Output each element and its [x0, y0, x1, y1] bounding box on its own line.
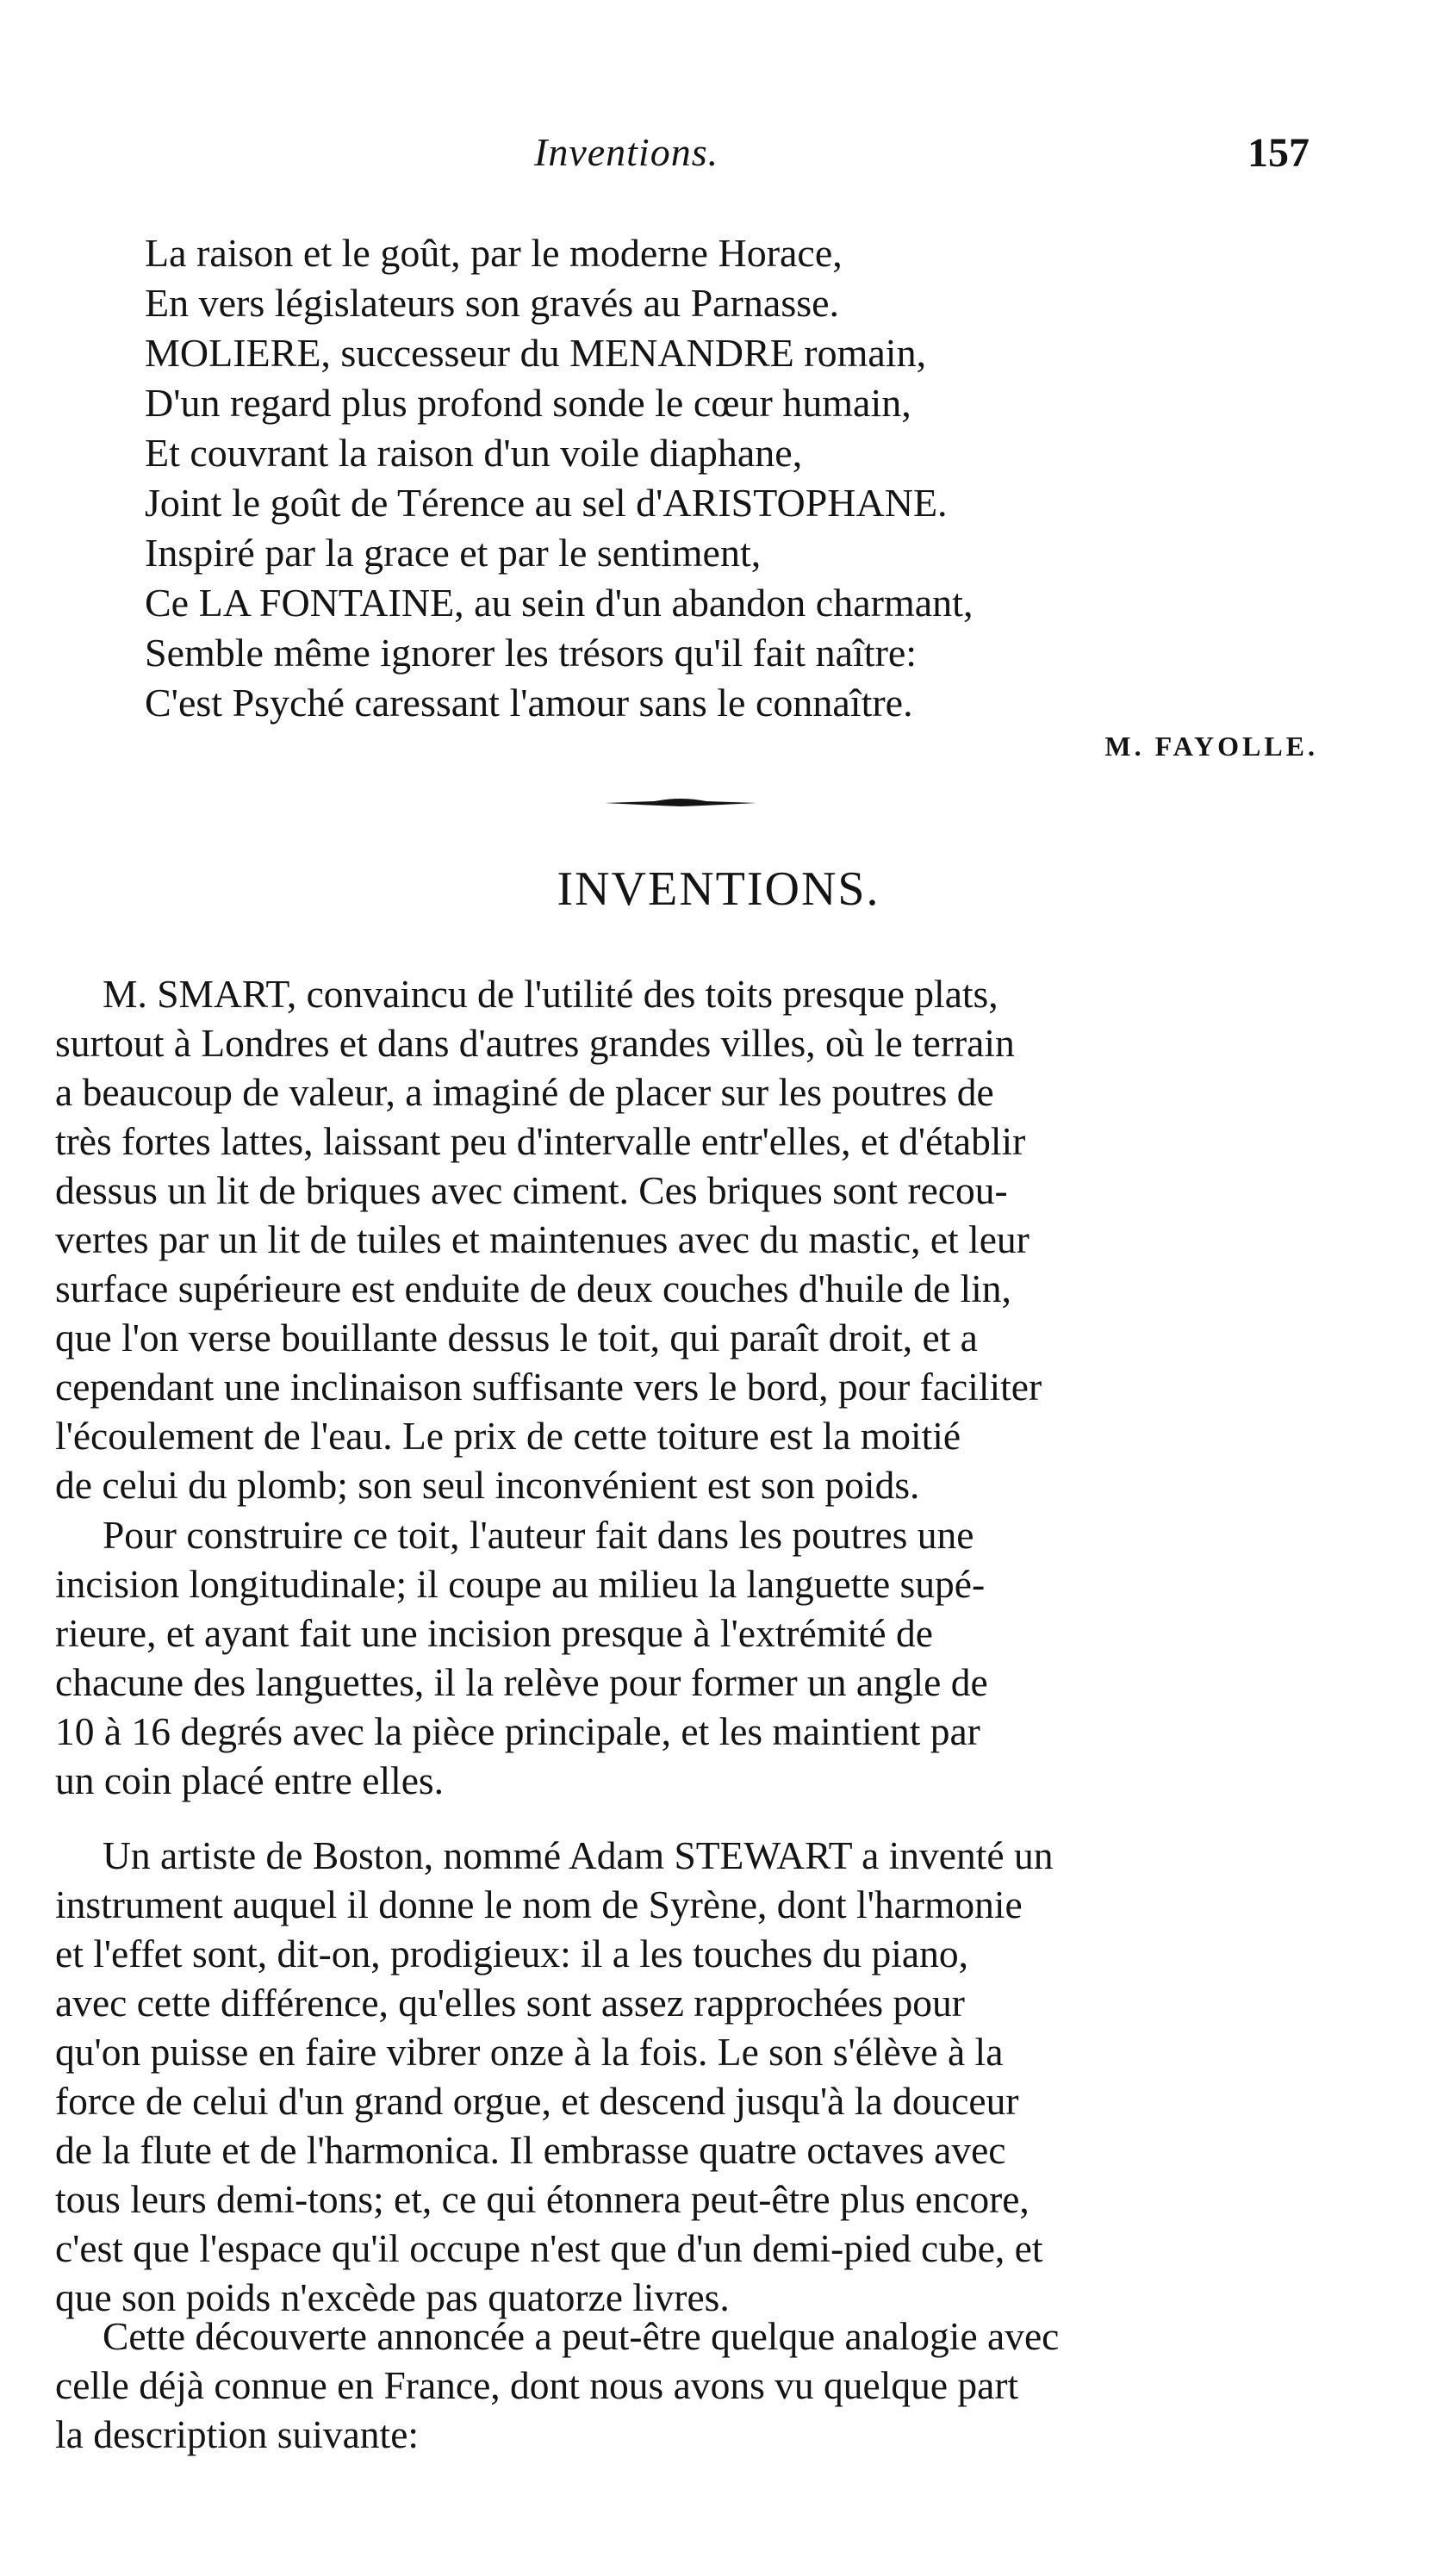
text-line: c'est que l'espace qu'il occupe n'est que d'un demi-pied cube, et: [55, 2226, 1043, 2270]
text-line: vertes par un lit de tuiles et maintenues avec du mastic, et leur: [55, 1217, 1030, 1261]
poem-line: La raison et le goût, par le moderne Horace,: [145, 231, 843, 275]
text-line: rieure, et ayant fait une incision presque à l'extrémité de: [55, 1611, 933, 1655]
poem-line: Semble même ignorer les trésors qu'il fait naître:: [145, 631, 918, 675]
text-line: avec cette différence, qu'elles sont assez rapprochées pour: [55, 1981, 965, 2025]
text-line: l'écoulement de l'eau. Le prix de cette toiture est la moitié: [55, 1414, 961, 1458]
poem-line: Et couvrant la raison d'un voile diaphane,: [145, 431, 803, 475]
text-line: Pour construire ce toit, l'auteur fait dans les poutres une: [103, 1513, 974, 1557]
poem-attribution: M. FAYOLLE.: [1104, 731, 1318, 762]
poem-line: Ce LA FONTAINE, au sein d'un abandon charmant,: [145, 581, 974, 625]
text-line: cependant une inclinaison suffisante vers le bord, pour faciliter: [55, 1365, 1042, 1409]
running-title: Inventions.: [534, 130, 719, 174]
text-line: la description suivante:: [55, 2412, 420, 2456]
page-number: 157: [1247, 130, 1309, 176]
text-line: chacune des languettes, il la relève pour former un angle de: [55, 1660, 988, 1704]
poem-line: C'est Psyché caressant l'amour sans le connaître.: [145, 681, 913, 725]
paragraph-roof-construction: [55, 1510, 1317, 1805]
text-line: tous leurs demi-tons; et, ce qui étonnera peut-être plus encore,: [55, 2177, 1030, 2221]
section-heading: INVENTIONS.: [557, 862, 880, 916]
text-line: Un artiste de Boston, nommé Adam STEWART a inventé un: [103, 1833, 1054, 1877]
text-line: de celui du plomb; son seul inconvénient est son poids.: [55, 1463, 920, 1507]
text-line: de la flute et de l'harmonica. Il embrasse quatre octaves avec: [55, 2128, 1006, 2172]
text-line: 10 à 16 degrés avec la pièce principale, et les maintient par: [55, 1709, 980, 1753]
running-head: [0, 129, 1437, 181]
text-line: que son poids n'excède pas quatorze livres.: [55, 2275, 730, 2319]
text-line: M. SMART, convaincu de l'utilité des toits presque plats,: [103, 972, 998, 1016]
text-line: surtout à Londres et dans d'autres grandes villes, où le terrain: [55, 1021, 1015, 1065]
ornament-divider: [603, 788, 758, 814]
text-line: dessus un lit de briques avec ciment. Ces briques sont recou-: [55, 1168, 1008, 1212]
text-line: que l'on verse bouillante dessus le toit, qui paraît droit, et a: [55, 1316, 978, 1360]
poem-line: Joint le goût de Térence au sel d'ARISTOPHANE.: [145, 481, 948, 525]
text-line: un coin placé entre elles.: [55, 1758, 445, 1802]
poem-line: MOLIERE, successeur du MENANDRE romain,: [145, 331, 927, 375]
text-line: et l'effet sont, dit-on, prodigieux: il a les touches du piano,: [55, 1932, 968, 1976]
text-line: qu'on puisse en faire vibrer onze à la fois. Le son s'élève à la: [55, 2030, 1004, 2074]
poem-line: D'un regard plus profond sonde le cœur humain,: [145, 381, 911, 425]
poem: [145, 228, 1342, 728]
text-line: instrument auquel il donne le nom de Syrène, dont l'harmonie: [55, 1882, 1023, 1926]
poem-line: En vers législateurs son gravés au Parnasse.: [145, 281, 840, 325]
text-line: Cette découverte annoncée a peut-être quelque analogie avec: [103, 2314, 1060, 2358]
text-line: surface supérieure est enduite de deux couches d'huile de lin,: [55, 1266, 1011, 1310]
text-line: incision longitudinale; il coupe au milieu la languette supé-: [55, 1562, 986, 1606]
paragraph-smart-roof: [55, 969, 1317, 1509]
paragraph-discovery: [55, 2312, 1317, 2459]
text-line: a beaucoup de valeur, a imaginé de placer sur les poutres de: [55, 1070, 994, 1114]
text-line: force de celui d'un grand orgue, et descend jusqu'à la douceur: [55, 2079, 1019, 2123]
text-line: très fortes lattes, laissant peu d'intervalle entr'elles, et d'établir: [55, 1119, 1026, 1163]
poem-line: Inspiré par la grace et par le sentiment,: [145, 531, 762, 575]
paragraph-syrene-instrument: [55, 1831, 1317, 2322]
text-line: celle déjà connue en France, dont nous avons vu quelque part: [55, 2363, 1019, 2407]
